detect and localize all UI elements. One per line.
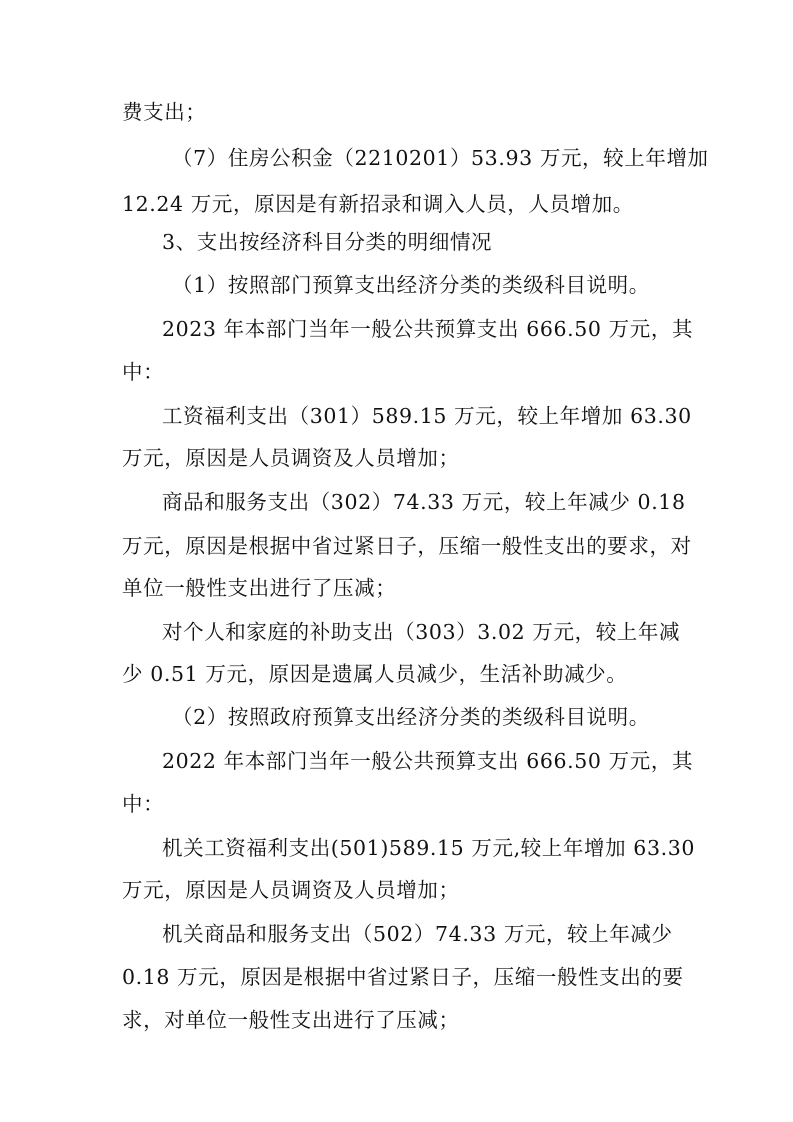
- text-line: 工资福利支出（301）589.15 万元，较上年增加 63.30: [162, 404, 692, 428]
- text-line: 万元，原因是人员调资及人员增加；: [122, 446, 460, 470]
- text-line: 单位一般性支出进行了压减；: [122, 576, 397, 600]
- subsection-heading: （2）按照政府预算支出经济分类的类级科目说明。: [172, 705, 650, 729]
- text-line: 商品和服务支出（302）74.33 万元，较上年减少 0.18: [162, 490, 686, 514]
- text-line: 费支出；: [122, 100, 207, 124]
- text-line: 机关商品和服务支出（502）74.33 万元，较上年减少: [162, 922, 673, 946]
- text-line: 中：: [122, 360, 165, 384]
- text-line: 万元，原因是人员调资及人员增加；: [122, 878, 460, 902]
- text-line: 2022 年本部门当年一般公共预算支出 666.50 万元，其: [162, 749, 694, 773]
- text-line: 求，对单位一般性支出进行了压减；: [122, 1008, 460, 1032]
- text-line: 12.24 万元，原因是有新招录和调入人员，人员增加。: [122, 192, 634, 216]
- text-line: 2023 年本部门当年一般公共预算支出 666.50 万元，其: [162, 317, 694, 341]
- section-heading: 3、支出按经济科目分类的明细情况: [162, 230, 493, 254]
- text-line: 万元，原因是根据中省过紧日子，压缩一般性支出的要求，对: [122, 534, 692, 558]
- text-line: 中：: [122, 792, 165, 816]
- text-line: 机关工资福利支出(501)589.15 万元,较上年增加 63.30: [162, 836, 695, 860]
- text-line: 少 0.51 万元，原因是遗属人员减少，生活补助减少。: [122, 662, 628, 686]
- text-line: 0.18 万元，原因是根据中省过紧日子，压缩一般性支出的要: [122, 965, 684, 989]
- text-line: （7）住房公积金（2210201）53.93 万元，较上年增加: [172, 146, 709, 170]
- text-line: 对个人和家庭的补助支出（303）3.02 万元，较上年减: [162, 620, 681, 644]
- subsection-heading: （1）按照部门预算支出经济分类的类级科目说明。: [172, 273, 650, 297]
